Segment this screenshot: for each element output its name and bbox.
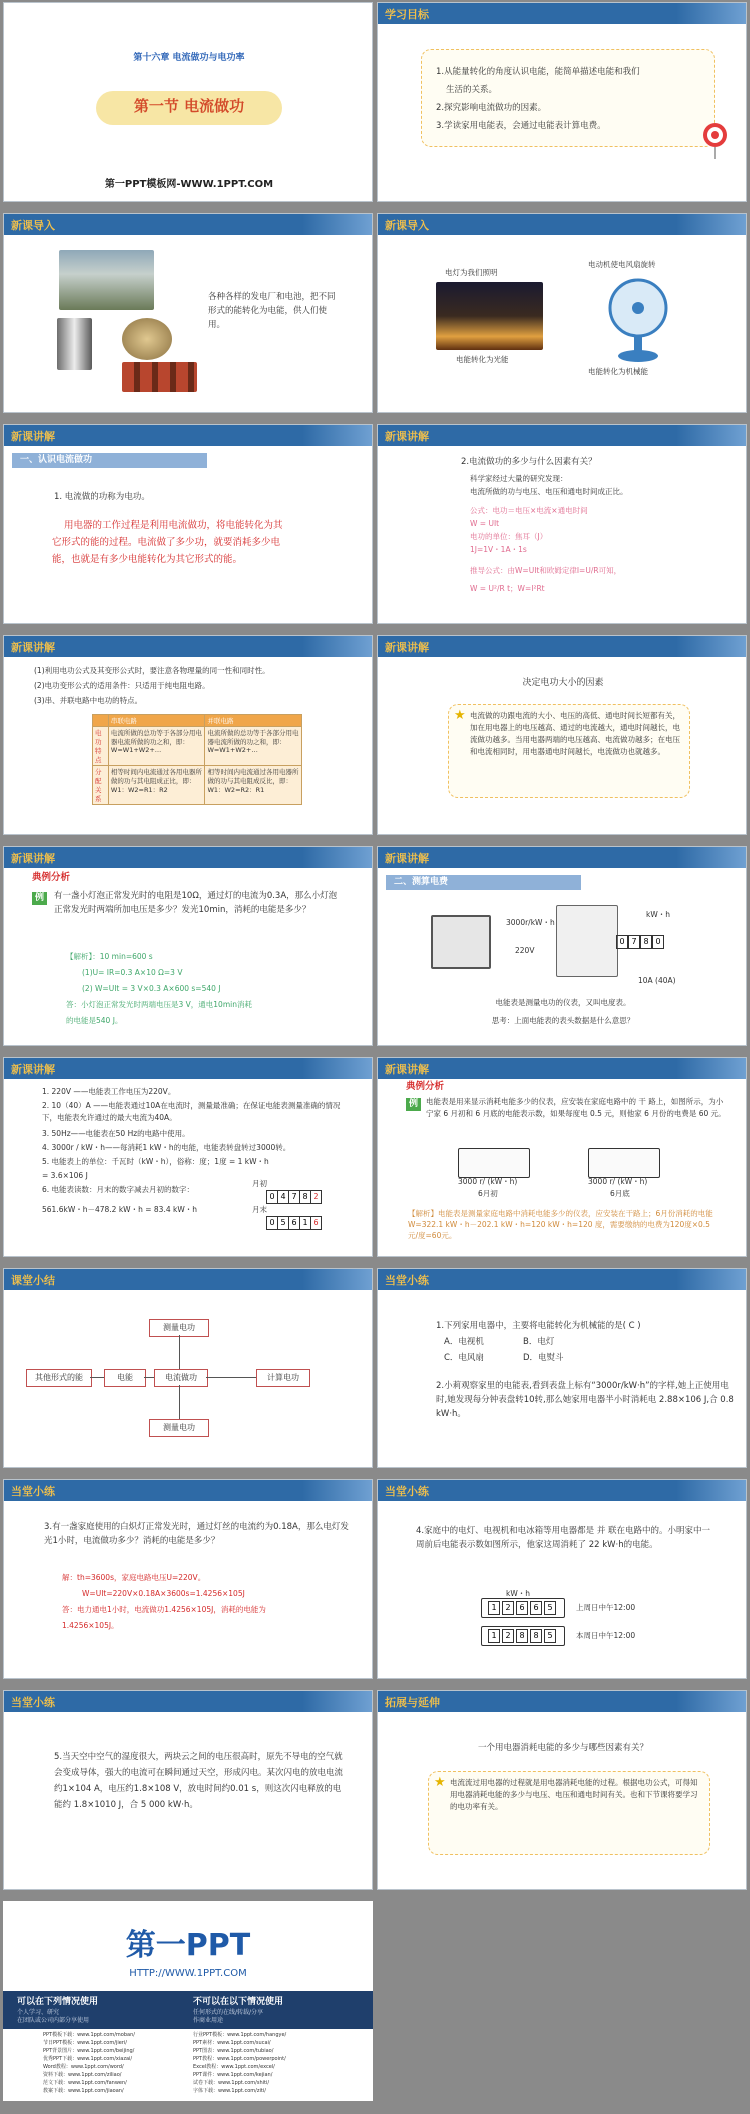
meter-digit: 8	[516, 1629, 528, 1643]
formula-1: 公式：电功＝电压×电流×通电时间	[470, 506, 588, 515]
label-end: 月末	[252, 1205, 267, 1214]
link-left-3[interactable]: PPT背景图片：www.1ppt.com/beijing/	[43, 2048, 135, 2054]
option-a: A．电视机	[444, 1337, 484, 1347]
solution-3: (2) W=UIt = 3 V×0.3 A×600 s=540 J	[82, 984, 221, 993]
solution-3: 答：电力通电1小时，电流做功1.4256×105J，消耗的电能为	[62, 1605, 266, 1614]
meter-note-6: = 3.6×106 J	[42, 1171, 88, 1180]
slide-header	[378, 425, 746, 446]
slide-goals	[377, 2, 747, 202]
header-title: 当堂小练	[385, 1485, 429, 1498]
label-unit: kW・h	[646, 910, 671, 919]
meter-digit: 6	[516, 1601, 528, 1615]
example-tag: 典例分析	[32, 872, 71, 883]
line-1: 科学家经过大量的研究发现：	[470, 474, 568, 483]
meter-note-1: 1. 220V ——电能表工作电压为220V。	[42, 1087, 176, 1096]
battery-image	[57, 318, 92, 370]
meter-digit: 8	[640, 935, 652, 949]
slide-practice-1	[377, 1268, 747, 1468]
link-right-8[interactable]: 字体下载：www.1ppt.com/ziti/	[193, 2088, 266, 2094]
solution-2: (1)U= IR=0.3 A×10 Ω=3 V	[82, 968, 183, 977]
meter-digit: 0	[616, 935, 628, 949]
header-title: 新课讲解	[385, 1063, 429, 1076]
example-question: 电能表是用来显示消耗电能多少的仪表，应安装在家庭电路中的 干 路上，如图所示，为小宁家 6 月初和 6 月底的电能表示数，如果每度电 0.5 元，则他家 6 月份的电费是 60 元。	[426, 1097, 726, 1118]
connector	[144, 1377, 154, 1378]
slide-practice-3	[377, 1479, 747, 1679]
solution-2: W=UIt=220V×0.18A×3600s=1.4256×105J	[82, 1589, 245, 1598]
derived-1: 推导公式：由W=UIt和欧姆定律I=U/R可知，	[470, 566, 622, 575]
link-right-6[interactable]: PPT课件：www.1ppt.com/kejian/	[193, 2072, 273, 2078]
meter-date-1: 6月初	[478, 1189, 498, 1198]
cannot-title: 不可以在以下情况使用	[193, 1997, 284, 2007]
link-right-7[interactable]: 试卷下载：www.1ppt.com/shiti/	[193, 2080, 270, 2086]
slide-practice-2	[3, 1479, 373, 1679]
goal-2: 2.探究影响电流做功的因素。	[436, 103, 547, 113]
lamp-caption: 电灯为我们照明	[445, 268, 498, 277]
meter-digit: 1	[488, 1629, 500, 1643]
slide-example-2	[377, 1057, 747, 1257]
col-header: 并联电路	[205, 715, 302, 727]
meter-june-start	[458, 1148, 530, 1178]
note-3: (3)串、并联电路中电功的特点。	[34, 696, 143, 705]
option-c: C．电风扇	[444, 1353, 484, 1363]
connector	[206, 1377, 256, 1378]
slide-header	[378, 1480, 746, 1501]
node-measure-top: 测量电功	[149, 1319, 209, 1337]
slide-title	[3, 2, 373, 202]
col-header	[93, 715, 109, 727]
cannot-line-2: 作商业用途	[193, 2017, 224, 2024]
practice-q3: 3.有一盏家庭使用的白炽灯正常发光时，通过灯丝的电流约为0.18A，那么电灯发光1小时，电流做功多少？消耗的电能是多少？	[44, 1522, 349, 1546]
example-badge: 例	[32, 892, 47, 905]
fan-subcaption: 电能转化为机械能	[588, 367, 648, 376]
time-label-1: 上周日中午12:00	[576, 1603, 636, 1612]
header-title: 新课讲解	[11, 852, 55, 865]
factors-body: 电流做的功跟电流的大小、电压的高低、通电时间长短都有关，加在用电器上的电压越高、通过的电流越大，通电时间越长，电流做功越多。当用电器两端的电压越高、电流做功越多；在电压和电流相同时，用电器通电时间越长，电流做功也就越多。	[470, 711, 680, 756]
slide-lecture-4	[377, 635, 747, 835]
header-title: 当堂小练	[11, 1696, 55, 1709]
example-badge: 例	[406, 1098, 421, 1111]
meter-photo	[431, 915, 491, 969]
section-subhead: 一、认识电流做功	[12, 453, 207, 468]
example-tag: 典例分析	[406, 1081, 445, 1092]
meter-digit: 0	[652, 935, 664, 949]
solution-1: 解：th=3600s，家庭电路电压U=220V。	[62, 1573, 206, 1582]
slide-summary	[3, 1268, 373, 1468]
meter-digit: 8	[299, 1190, 311, 1204]
solution-1: 【解析】：10 min=600 s	[66, 952, 153, 961]
meter-digit: 7	[288, 1190, 300, 1204]
chapter-label: 第十六章 电流做功与电功率	[133, 53, 245, 63]
meter-digit: 2	[310, 1190, 322, 1204]
node-other-energy: 其他形式的能	[26, 1369, 92, 1387]
slide-header	[4, 425, 372, 446]
connector	[90, 1377, 104, 1378]
meter-note-3: 3. 50Hz——电能表在50 Hz的电路中使用。	[42, 1129, 190, 1138]
formula-3: 电功的单位：焦耳（J）	[470, 532, 548, 541]
header-title: 新课导入	[385, 219, 429, 232]
meter-digit: 1	[299, 1216, 311, 1230]
table-cell: 电流所做的总功等于各部分用电器电流所做的功之和，即：W=W1+W2+…	[205, 727, 302, 766]
meter-digit: 8	[530, 1629, 542, 1643]
meter-digit: 6	[288, 1216, 300, 1230]
extension-question: 一个用电器消耗电能的多少与哪些因素有关？	[477, 1743, 648, 1753]
meter-note-2: 2. 10（40）A ——电能表通过10A在电流时，测量最准确；在保证电能表测量准确的情况下，电能表允许通过的最大电流为40A。	[42, 1101, 341, 1122]
line-2: 电流所做的功与电压、电压和通电时间成正比。	[470, 487, 628, 496]
table-cell: 相等时间内电流通过各用电器所做的功与其电阻成反比，即：W1：W2=R2：R1	[205, 766, 302, 805]
meter-note-5: 5. 电能表上的单位：千瓦时（kW・h），俗称：度；1度 = 1 kW・h	[42, 1157, 269, 1166]
meter-digit: 7	[628, 935, 640, 949]
slide-header	[378, 1058, 746, 1079]
table-cell: 分配关系	[93, 766, 109, 805]
meter-digit: 0	[266, 1216, 278, 1230]
slide-meter-1	[377, 846, 747, 1046]
header-title: 新课讲解	[385, 641, 429, 654]
label-voltage: 220V	[515, 946, 535, 955]
factors-title: 决定电功大小的因素	[522, 678, 604, 688]
meter-rev-2: 3000 r/ (kW・h)	[588, 1177, 648, 1186]
link-right-1[interactable]: 行业PPT模板：www.1ppt.com/hangye/	[193, 2032, 287, 2038]
connector	[179, 1335, 180, 1369]
brand-logo: 第一PPT	[125, 1928, 251, 1963]
meter-digit: 5	[544, 1629, 556, 1643]
label-current: 10A (40A)	[638, 976, 676, 985]
night-lights-image	[436, 282, 543, 350]
solution-5: 的电能是540 J。	[66, 1016, 123, 1025]
node-electric-energy: 电能	[104, 1369, 146, 1387]
slide-header	[4, 636, 372, 657]
target-icon	[701, 121, 733, 161]
header-title: 新课讲解	[385, 852, 429, 865]
meter-digit: 5	[277, 1216, 289, 1230]
slide-header	[378, 847, 746, 868]
goal-1: 1.从能量转化的角度认识电能，能简单描述电能和我们	[436, 67, 640, 77]
meter-digit: 2	[502, 1601, 514, 1615]
note-2: (2)电功变形公式的适用条件：只适用于纯电阻电路。	[34, 681, 210, 690]
link-left-5[interactable]: Word教程：www.1ppt.com/word/	[43, 2064, 124, 2070]
label-start: 月初	[252, 1179, 267, 1188]
link-left-6[interactable]: 资料下载：www.1ppt.com/ziliao/	[43, 2072, 122, 2078]
node-measure-bottom: 测量电功	[149, 1419, 209, 1437]
formula-4: 1J=1V・1A・1s	[470, 545, 527, 554]
slide-header	[378, 3, 746, 24]
table-cell: 电流所做的总功等于各部分用电器电流所做的功之和，即：W=W1+W2+…	[108, 727, 205, 766]
page-title: 第一节 电流做功	[133, 97, 245, 115]
option-b: B．电灯	[523, 1337, 555, 1347]
link-right-4[interactable]: PPT教程：www.1ppt.com/powerpoint/	[193, 2056, 286, 2062]
slide-lecture-1	[3, 424, 373, 624]
slide-extension	[377, 1690, 747, 1890]
red-line-3: 能，也就是有多少电能转化为其它形式的能。	[52, 554, 243, 565]
star-icon: ★	[454, 708, 466, 723]
slide-header	[378, 214, 746, 235]
meter-caption: 电能表是测量电功的仪表，又叫电度表。	[495, 998, 631, 1007]
node-current-work: 电流做功	[154, 1369, 208, 1387]
lamp-subcaption: 电能转化为光能	[456, 355, 509, 364]
can-line-2: 在团队或公司内部分享使用	[17, 2017, 90, 2024]
slide-example-1	[3, 846, 373, 1046]
meter-calc: 561.6kW・h－478.2 kW・h = 83.4 kW・h	[42, 1205, 197, 1214]
meter-june-end	[588, 1148, 660, 1178]
slide-header	[4, 1691, 372, 1712]
slide-lecture-3	[3, 635, 373, 835]
col-header: 串联电路	[108, 715, 205, 727]
meter-rev-1: 3000 r/ (kW・h)	[458, 1177, 518, 1186]
slide-header	[378, 636, 746, 657]
section-subhead: 二、测算电费	[386, 875, 581, 890]
note-1: (1)利用电功公式及其变形公式时，要注意各物理量的同一性和同时性。	[34, 666, 270, 675]
unit-label: kW・h	[506, 1589, 531, 1598]
slide-header	[4, 214, 372, 235]
node-calculate: 计算电功	[256, 1369, 310, 1387]
practice-q2: 2.小莉观察家里的电能表,看到表盘上标有“3000r/kW·h”的字样,她上正使用电时,她发现每分钟表盘转10转,那么她家用电器半小时消耗电 2.88×106 J,合 0.8 kW·h。	[436, 1381, 734, 1419]
site-label: 第一PPT模板网-WWW.1PPT.COM	[104, 179, 274, 190]
link-left-7[interactable]: 范文下载：www.1ppt.com/fanwen/	[43, 2080, 127, 2086]
can-title: 可以在下列情况使用	[17, 1997, 99, 2007]
meter-digit: 2	[502, 1629, 514, 1643]
header-title: 拓展与延伸	[385, 1696, 440, 1709]
header-title: 学习目标	[385, 8, 429, 21]
coin-battery-image	[122, 318, 172, 360]
slide-header	[378, 1269, 746, 1290]
practice-q5: 5.当天空中空气的湿度很大，两块云之间的电压很高时，原先不导电的空气就会变成导体，强大的电流可在瞬间通过天空，形成闪电。某次闪电的放电电流约1×104 A，电压约1.8×108 V，放电时间约0.01 s，则这次闪电释放的电能约 1.8×1010 J，合 5 000 kW·h。	[54, 1752, 344, 1810]
fan-caption: 电动机使电风扇旋转	[588, 260, 656, 269]
slide-intro-1	[3, 213, 373, 413]
header-title: 新课讲解	[11, 1063, 55, 1076]
header-title: 新课讲解	[11, 430, 55, 443]
label-rev: 3000r/kW・h	[506, 918, 555, 927]
header-title: 新课讲解	[385, 430, 429, 443]
extension-body: 电流流过用电器的过程就是用电器消耗电能的过程。根据电功公式，可得知用电器消耗电能的多少与电压、电压和通电时间有关。也和下节课将要学习的电功率有关。	[450, 1778, 698, 1811]
goal-3: 3.学读家用电能表，会通过电能表计算电费。	[436, 121, 606, 131]
connector	[179, 1385, 180, 1419]
meter-date-2: 6月底	[610, 1189, 630, 1198]
slide-footer	[3, 1901, 373, 2101]
red-line-2: 它形式的能的过程。电流做了多少功，就要消耗多少电	[52, 537, 281, 548]
meter-digit: 6	[310, 1216, 322, 1230]
slide-practice-4	[3, 1690, 373, 1890]
link-left-4[interactable]: 优秀PPT下载：www.1ppt.com/xiazai/	[43, 2056, 133, 2062]
link-right-5[interactable]: Excel教程：www.1ppt.com/excel/	[193, 2064, 275, 2070]
fan-icon	[603, 276, 673, 366]
slide-meter-2	[3, 1057, 373, 1257]
red-line-1: 用电器的工作过程是利用电流做功，将电能转化为其	[64, 520, 283, 531]
link-right-2[interactable]: PPT素材：www.1ppt.com/sucai/	[193, 2040, 271, 2046]
table-cell: 电功特点	[93, 727, 109, 766]
definition-line: 1. 电流做的功称为电功。	[54, 492, 150, 502]
meter-digit: 0	[266, 1190, 278, 1204]
slide-lecture-2	[377, 424, 747, 624]
example-solution: 【解析】电能表是测量家庭电路中消耗电能多少的仪表，应安装在干路上；6月份消耗的电能W=322.1 kW・h－202.1 kW・h=120 kW・h=120 度，需要缴纳的电费为120度×0.5元/度=60元。	[408, 1209, 713, 1240]
table-cell: 相等时间内电流通过各用电器所做的功与其电阻成正比，即：W1：W2=R1：R2	[108, 766, 205, 805]
meter-digit: 6	[530, 1601, 542, 1615]
circuit-table	[92, 714, 302, 805]
battery-pack-image	[122, 362, 197, 392]
intro-text: 各种各样的发电厂和电池，把不同形式的能转化为电能，供人们使用。	[208, 292, 336, 330]
practice-q4: 4.家庭中的电灯、电视机和电冰箱等用电器都是 并 联在电路中的。小明家中一周前后电能表示数如图所示，他家这周消耗了 22 kW·h的电能。	[416, 1526, 711, 1550]
brand-url: HTTP://WWW.1PPT.COM	[129, 1968, 247, 1979]
solution-4: 1.4256×105J。	[62, 1621, 119, 1630]
solution-4: 答：小灯泡正常发光时两端电压是3 V，通电10min消耗	[66, 1000, 252, 1009]
link-left-2[interactable]: 节日PPT模板：www.1ppt.com/jieri/	[43, 2040, 127, 2046]
link-left-8[interactable]: 教案下载：www.1ppt.com/jiaoan/	[43, 2088, 124, 2094]
header-title: 当堂小练	[11, 1485, 55, 1498]
slide-header	[4, 847, 372, 868]
meter-digit: 5	[544, 1601, 556, 1615]
goal-1b: 生活的关系。	[446, 85, 498, 95]
header-title: 新课导入	[11, 219, 55, 232]
practice-q1: 1.下列家用电器中，主要将电能转化为机械能的是( C )	[436, 1321, 641, 1331]
header-title: 新课讲解	[11, 641, 55, 654]
link-left-1[interactable]: PPT模板下载：www.1ppt.com/moban/	[43, 2032, 135, 2038]
slide-header	[4, 1269, 372, 1290]
option-d: D．电熨斗	[523, 1353, 564, 1363]
meter-digit: 4	[277, 1190, 289, 1204]
power-plant-image	[59, 250, 154, 310]
derived-2: W = U²/R t；W=I²Rt	[470, 584, 545, 593]
meter-note-7: 6. 电能表读数：月末的数字减去月初的数字：	[42, 1185, 195, 1194]
cannot-line-1: 任何形式的在线/转载/分享	[193, 2009, 264, 2016]
slide-header	[4, 1480, 372, 1501]
slide-header	[4, 1058, 372, 1079]
example-question: 有一盏小灯泡正常发光时的电阻是10Ω，通过灯的电流为0.3A，那么小灯泡正常发光时两端所加电压是多少？发光10min，消耗的电能是多少？	[54, 891, 338, 915]
link-right-3[interactable]: PPT图表：www.1ppt.com/tubiao/	[193, 2048, 274, 2054]
star-icon: ★	[434, 1775, 446, 1790]
question: 2.电流做功的多少与什么因素有关？	[461, 457, 597, 467]
think-question: 思考：上面电能表的表头数据是什么意思？	[491, 1016, 635, 1025]
formula-2: W = UIt	[470, 519, 500, 528]
time-label-2: 本周日中午12:00	[576, 1631, 636, 1640]
header-title: 课堂小结	[11, 1274, 55, 1287]
header-title: 当堂小练	[385, 1274, 429, 1287]
slide-header	[378, 1691, 746, 1712]
meter-note-4: 4. 3000r / kW・h——每消耗1 kW・h的电能，电能表转盘转过3000转。	[42, 1143, 291, 1152]
can-line-1: 个人学习、研究	[17, 2009, 60, 2016]
meter-diagram	[556, 905, 618, 977]
slide-intro-2	[377, 213, 747, 413]
meter-digit: 1	[488, 1601, 500, 1615]
